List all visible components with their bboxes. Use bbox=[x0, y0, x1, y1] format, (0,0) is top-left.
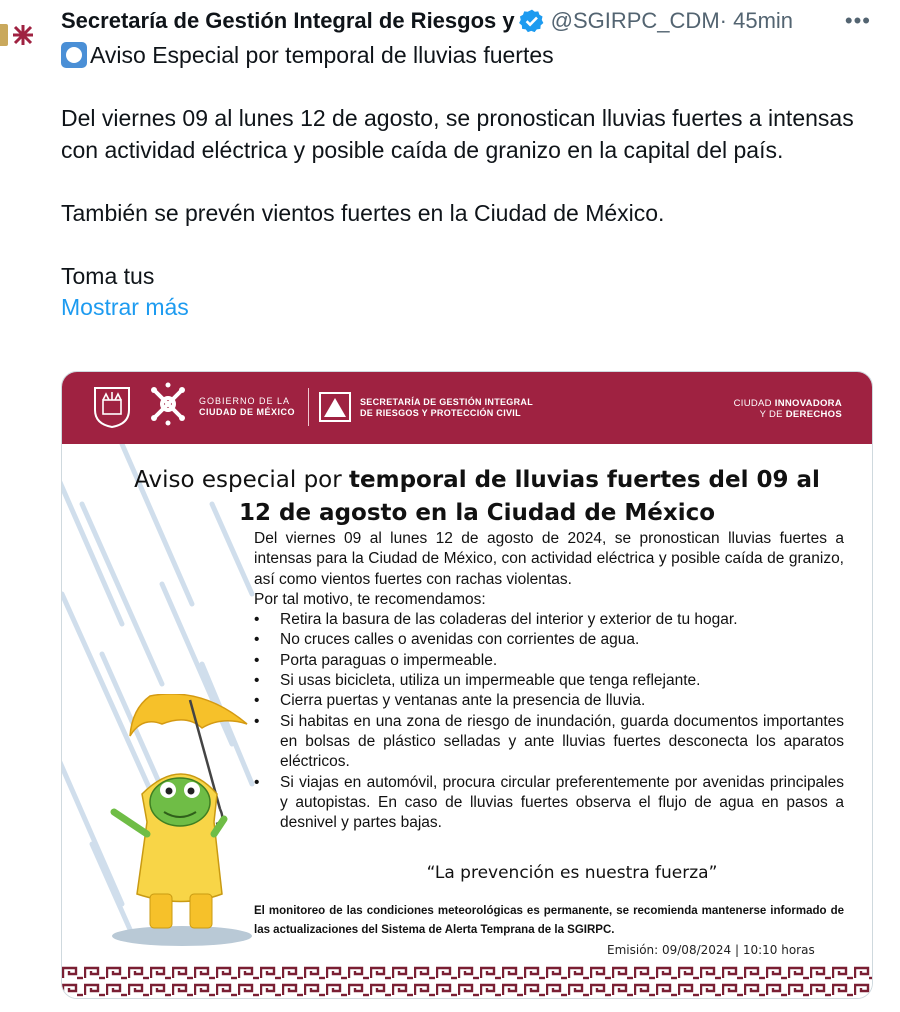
tweet-paragraph-3: Toma tus bbox=[61, 262, 155, 289]
notice-lead: Por tal motivo, te recomendamos: bbox=[254, 590, 486, 608]
notice-title bbox=[122, 464, 832, 530]
shield-avatar-icon bbox=[0, 24, 8, 46]
gob-line-1: GOBIERNO DE LA bbox=[199, 396, 291, 406]
author-avatar[interactable] bbox=[0, 20, 38, 50]
media-header-banner bbox=[62, 372, 872, 444]
motto-quote: “La prevención es nuestra fuerza” bbox=[426, 863, 718, 883]
slogan-1b: INNOVADORA bbox=[774, 398, 842, 409]
show-more-link[interactable]: Mostrar más bbox=[61, 294, 189, 320]
list-item: • Cierra puertas y ventanas ante la presencia de lluvia. bbox=[254, 691, 844, 711]
notice-title-normal: Aviso especial por bbox=[134, 467, 350, 493]
more-options-icon[interactable]: ••• bbox=[844, 8, 871, 33]
greca-border-pattern bbox=[62, 964, 872, 998]
tweet-time[interactable]: · 45min bbox=[719, 8, 794, 33]
tweet-header bbox=[61, 6, 891, 36]
tweet-paragraph-2: También se prevén vientos fuertes en la Ciudad de México. bbox=[61, 199, 665, 226]
emission-date: Emisión: 09/08/2024 | 10:10 horas bbox=[607, 943, 815, 957]
gobierno-cdmx-text bbox=[199, 396, 295, 418]
list-item: • Si viajas en automóvil, procura circular preferentemente por avenidas principales y autopistas. En caso de lluvias fuertes observa el flujo de agua en pasos a desnivel y partes bajas. bbox=[254, 773, 844, 834]
list-item: • No cruces calles o avenidas con corrientes de agua. bbox=[254, 630, 844, 650]
sgirpc-text bbox=[360, 397, 533, 419]
recommendations-list bbox=[254, 610, 844, 833]
gob-line-2: CIUDAD DE MÉXICO bbox=[199, 407, 296, 417]
monitoring-note: El monitoreo de las condiciones meteorológicas es permanente, se recomienda mantenerse informado de las actualizaciones del Sistema de Alerta Temprana de la SGIRPC. bbox=[254, 905, 844, 936]
notice-body bbox=[254, 529, 844, 833]
tweet-media-image[interactable] bbox=[61, 371, 873, 999]
frog-mascot-with-umbrella-icon bbox=[102, 694, 262, 949]
author-name[interactable]: Secretaría de Gestión Integral de Riesgos y bbox=[61, 8, 515, 33]
cdmx-logo-icon bbox=[12, 24, 34, 46]
blue-circle-emoji-icon bbox=[61, 42, 87, 68]
slogan-1a: CIUDAD bbox=[733, 398, 775, 409]
list-item: • Si habitas en una zona de riesgo de inundación, guarda documentos importantes en bolsas de plástico selladas y ante lluvias fuertes desconecta los aparatos eléctricos. bbox=[254, 712, 844, 773]
list-item: • Si usas bicicleta, utiliza un impermeable que tenga reflejante. bbox=[254, 671, 844, 691]
notice-title-bold: temporal de lluvias fuertes del 09 al 12 de agosto en la Ciudad de México bbox=[238, 467, 820, 526]
cdmx-slogan bbox=[734, 398, 842, 420]
author-handle[interactable]: @SGIRPC_CDM bbox=[550, 8, 720, 33]
notice-intro: Del viernes 09 al lunes 12 de agosto de 2024, se pronostican lluvias fuertes a intensas para la Ciudad de México, con actividad eléctrica y posible caída de granizo, así como vientos fuertes con rachas violentas. bbox=[254, 530, 844, 588]
tweet-text bbox=[61, 40, 871, 324]
cdmx-shield-icon bbox=[92, 386, 132, 428]
slogan-2a: Y DE bbox=[759, 409, 786, 420]
list-item: • Retira la basura de las coladeras del interior y exterior de tu hogar. bbox=[254, 610, 844, 630]
verified-badge-icon[interactable] bbox=[519, 8, 545, 34]
gobierno-cdmx-logo-icon bbox=[146, 382, 190, 432]
list-item: • Porta paraguas o impermeable. bbox=[254, 651, 844, 671]
sgirpc-triangle-logo-icon bbox=[319, 392, 351, 422]
slogan-2b: DERECHOS bbox=[785, 409, 842, 420]
sec-line-1: SECRETARÍA DE GESTIÓN INTEGRAL bbox=[360, 397, 534, 407]
tweet-paragraph-1: Del viernes 09 al lunes 12 de agosto, se pronostican lluvias fuertes a intensas con actividad eléctrica y posible caída de granizo en la capital del país. bbox=[61, 105, 854, 163]
tweet-headline: Aviso Especial por temporal de lluvias fuertes bbox=[90, 42, 554, 68]
header-divider bbox=[308, 388, 309, 426]
sec-line-2: DE RIESGOS Y PROTECCIÓN CIVIL bbox=[360, 408, 521, 418]
